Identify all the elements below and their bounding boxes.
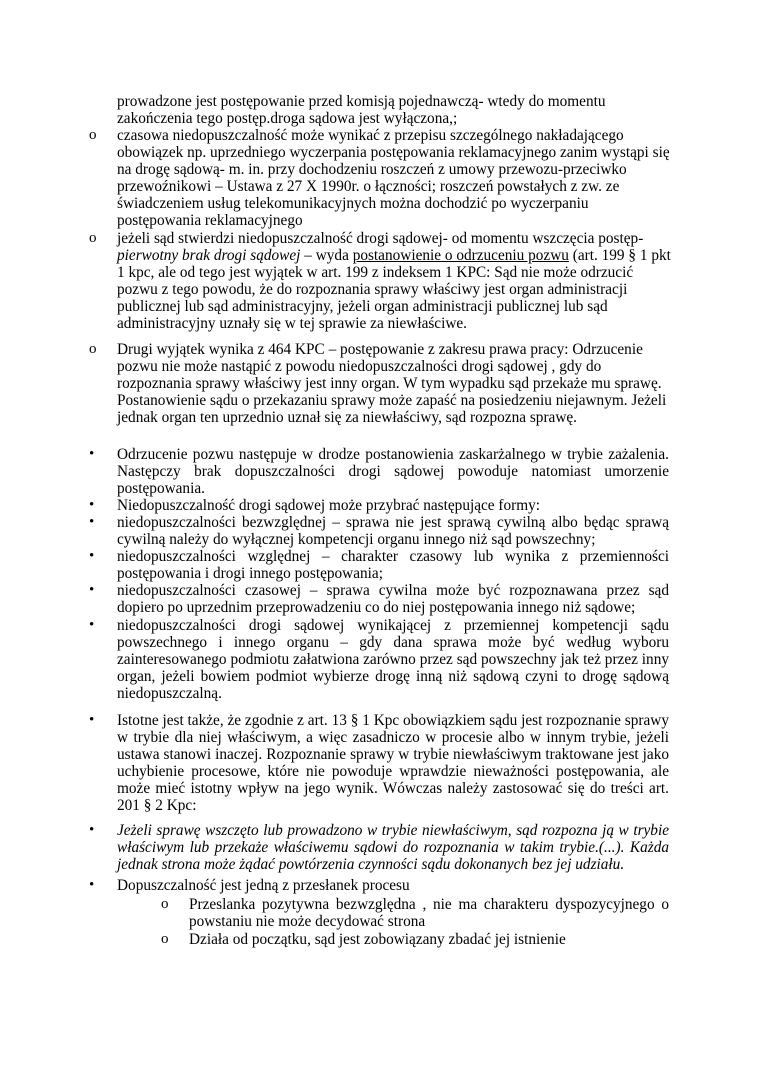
text-line: jeżeli sąd stwierdzi niedopuszczalność drogi sądowej- od momentu wszczęcia postęp- xyxy=(117,230,644,247)
text-line: 201 § 2 Kpc: xyxy=(117,797,197,814)
text-line xyxy=(117,247,671,265)
text-line: powstaniu nie może decydować strona xyxy=(189,913,426,930)
text-line: niedopuszczalności bezwzględnej – sprawa nie jest sprawą cywilną albo będąc sprawą xyxy=(117,514,669,531)
bullet-icon: • xyxy=(89,497,95,513)
text-line: Odrzucenie pozwu następuje w drodze postanowienia zaskarżalnego w trybie zażalenia. xyxy=(117,446,669,463)
text-line: dopiero po uprzednim przeprowadzeniu co do niej postępowania innego niż sądowe; xyxy=(117,599,636,616)
text-line: zainteresowanego podmiotu załatwiona zarówno przez sąd powszechny jak też przez inny xyxy=(117,651,669,668)
bullet-icon: • xyxy=(89,877,95,893)
text-line: Przeslanka pozytywna bezwzględna , nie ma charakteru dyspozycyjnego o xyxy=(189,896,669,913)
quote-line: właściwym lub przekaże właściwemu sądowi do rozpoznania w takim trybie.(...). Każda xyxy=(117,839,669,856)
text-line: w trybie dla niej właściwym, a więc zasadniczo w procesie albo w innym trybie, jeżeli xyxy=(117,729,669,746)
bullet-icon: • xyxy=(89,446,95,462)
text-line: Drugi wyjątek wynika z 464 KPC – postępowanie z zakresu prawa pracy: Odrzucenie xyxy=(117,341,643,358)
bullet-icon: • xyxy=(89,712,95,728)
text-line: pozwu z tego powodu, że do rozpoznania sprawy właściwy jest organ administracji xyxy=(117,281,628,298)
circle-bullet-icon: o xyxy=(89,127,97,143)
text-line: organ, jeżeli bowiem podmiot wybierze drogę inną niż sądową czyni to drogę sądową xyxy=(117,668,669,685)
text-fragment: (art. 199 § 1 pkt xyxy=(568,247,671,264)
text-line: Dopuszczalność jest jedną z przesłanek procesu xyxy=(117,877,410,894)
text-line: niedopuszczalności względnej – charakter czasowy lub wynika z przemienności xyxy=(117,548,669,565)
text-line: Działa od początku, sąd jest zobowiązany zbadać jej istnienie xyxy=(189,931,566,948)
text-fragment: – wyda xyxy=(300,247,353,264)
text-line: ustawa stanowi inaczej. Rozpoznanie sprawy w trybie niewłaściwym traktowane jest jako xyxy=(117,746,669,763)
text-line: rozpoznania sprawy właściwy jest inny organ. W tym wypadku sąd przekaże mu sprawę. xyxy=(117,375,662,392)
text-line: niedopuszczalności czasowej – sprawa cywilna może być rozpoznawana przez sąd xyxy=(117,582,669,599)
text-line: Istotne jest także, że zgodnie z art. 13 § 1 Kpc obowiązkiem sądu jest rozpoznanie sprawy xyxy=(117,712,669,729)
circle-bullet-icon: o xyxy=(89,341,97,357)
text-line: postępowania. xyxy=(117,480,205,497)
bullet-icon: • xyxy=(89,548,95,564)
text-line: przewoźnikowi – Ustawa z 27 X 1990r. o łączności; roszczeń powstałych z zw. ze xyxy=(117,178,620,195)
text-line: niedopuszczalności drogi sądowej wynikającej z przemiennej kompetencji sądu xyxy=(117,617,669,634)
text-line: Niedopuszczalność drogi sądowej może przybrać następujące formy: xyxy=(117,497,541,514)
bullet-icon: • xyxy=(89,582,95,598)
quote-line: Jeżeli sprawę wszczęto lub prowadzono w trybie niewłaściwym, sąd rozpozna ją w trybie xyxy=(117,822,669,839)
text-line: Postanowienie sądu o przekazaniu sprawy może zapaść na posiedzeniu niejawnym. Jeżeli xyxy=(117,392,667,409)
italic-phrase: pierwotny brak drogi sądowej xyxy=(117,247,301,264)
text-line: niedopuszczalną. xyxy=(117,685,222,702)
text-line: pozwu nie może nastąpić z powodu niedopuszczalności drogi sądowej , gdy do xyxy=(117,358,602,375)
bullet-icon: • xyxy=(89,514,95,530)
circle-bullet-icon: o xyxy=(161,896,169,912)
bullet-icon: • xyxy=(89,617,95,633)
underlined-phrase: postanowienie o odrzuceniu pozwu xyxy=(352,247,569,264)
text-line: postępowania reklamacyjnego xyxy=(117,212,303,229)
circle-bullet-icon: o xyxy=(89,230,97,246)
text-line: powszechnego i innego organu – gdy dana sprawa może być według wyboru xyxy=(117,634,669,651)
text-line: Następczy brak dopuszczalności drogi sądowej powoduje natomiast umorzenie xyxy=(117,463,669,480)
text-line: prowadzone jest postępowanie przed komisją pojednawczą- wtedy do momentu xyxy=(117,93,606,110)
text-line: postępowania i drogi innego postępowania; xyxy=(117,565,383,582)
text-line: może mieć istotny wpływ na jego wynik. Wówczas należy zastosować się do treści art. xyxy=(117,780,669,797)
text-line: cywilną należy do wyłącznej kompetencji organu innego niż sąd powszechny; xyxy=(117,531,596,548)
text-line: zakończenia tego postęp.droga sądowa jest wyłączona,; xyxy=(117,110,458,127)
text-line: obowiązek np. uprzedniego wyczerpania postępowania reklamacyjnego zanim wystąpi się xyxy=(117,144,670,161)
bullet-icon: • xyxy=(89,822,95,838)
text-line: administracyjny uznały się w tej sprawie za niewłaściwe. xyxy=(117,315,468,332)
text-line: na drogę sądową- m. in. przy dochodzeniu roszczeń z umowy przewozu-przeciwko xyxy=(117,161,627,178)
quote-line: jednak strona może żądać powtórzenia czynności sądu dokonanych bez jej udziału. xyxy=(117,856,625,873)
text-line: publicznej lub sąd administracyjny, jeżeli organ administracji publicznej lub sąd xyxy=(117,298,608,315)
text-line: uchybienie procesowe, które nie powoduje wprawdzie nieważności postępowania, ale xyxy=(117,763,669,780)
text-line: 1 kpc, ale od tego jest wyjątek w art. 199 z indeksem 1 KPC: Sąd nie może odrzucić xyxy=(117,264,634,281)
text-line: czasowa niedopuszczalność może wynikać z przepisu szczególnego nakładającego xyxy=(117,127,624,144)
text-line: jednak organ ten uprzednio uznał się za niewłaściwy, sąd rozpozna sprawę. xyxy=(117,409,578,426)
text-line: świadczeniem usług telekomunikacyjnych można dochodzić po wyczerpaniu xyxy=(117,195,589,212)
circle-bullet-icon: o xyxy=(161,931,169,947)
